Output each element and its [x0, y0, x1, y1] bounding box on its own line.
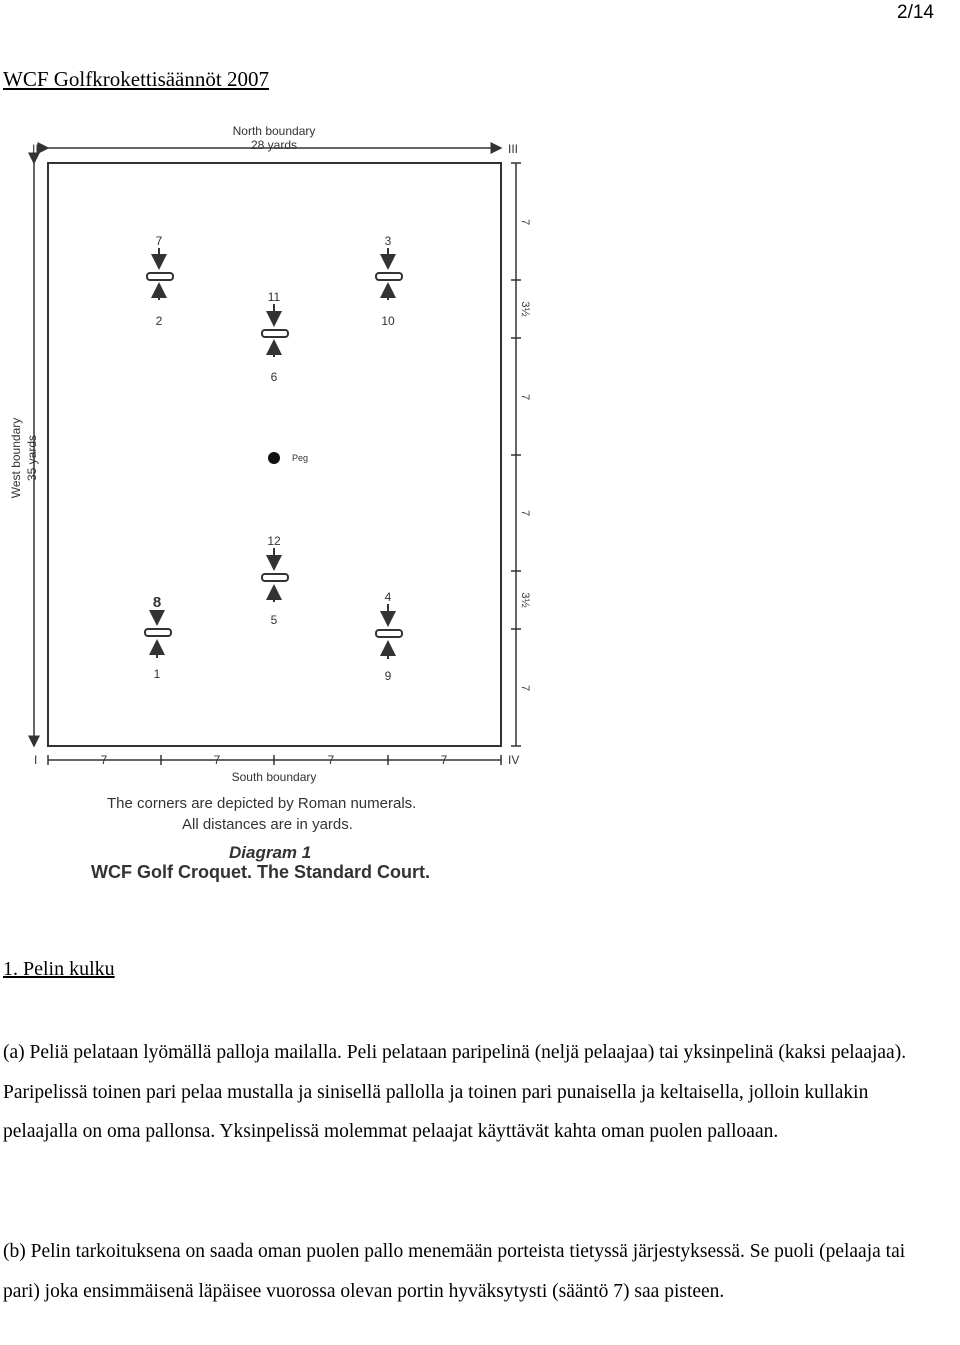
paragraph-a: (a) Peliä pelataan lyömällä palloja mailalla. Peli pelataan paripelinä (neljä pelaajaa) tai yksinpelinä (kaksi pelaajaa). Paripelissä toinen pari pelaa mustalla ja sinisellä pallolla ja toinen pari punaisella ja keltaisella, jolloin kullakin pelaajalla on oma pallonsa. Yksinpelissä molemmat pelaajat käyttävät kahta oman puolen palloaan.	[3, 1042, 907, 1142]
diagram-note-line-2: All distances are in yards.	[182, 816, 353, 833]
corner-II-label: II	[32, 142, 39, 156]
hoop-bottom-left	[145, 594, 171, 681]
peg	[268, 452, 308, 464]
svg-text:7: 7	[155, 234, 163, 248]
south-boundary-label: South boundary	[231, 770, 317, 784]
south-segment-3: 7	[327, 753, 335, 767]
document-title: WCF Golfkrokettisäännöt 2007	[3, 67, 269, 91]
hoop-center-bottom	[262, 534, 288, 627]
west-boundary-label: West boundary	[9, 417, 23, 499]
svg-text:5: 5	[270, 613, 278, 627]
hoop-center-top	[262, 290, 288, 384]
svg-text:10: 10	[381, 314, 395, 328]
svg-text:11: 11	[267, 290, 281, 304]
diagram-note-line-1: The corners are depicted by Roman numerals.	[107, 795, 417, 812]
svg-text:1: 1	[153, 667, 161, 681]
north-length-label: 28 yards	[250, 138, 298, 152]
corner-III-label: III	[508, 142, 519, 156]
hoop-bottom-right	[376, 590, 402, 683]
south-segment-2: 7	[213, 753, 221, 767]
south-segment-1: 7	[100, 753, 108, 767]
page-number: 2/14	[897, 2, 934, 23]
hoop-top-right	[376, 234, 402, 328]
diagram-caption-line-2: WCF Golf Croquet. The Standard Court.	[91, 862, 430, 882]
east-segment-4: 7	[519, 509, 531, 517]
svg-text:9: 9	[384, 669, 392, 683]
court-diagram	[2, 108, 960, 905]
diagram-caption-line-1: Diagram 1	[229, 843, 312, 862]
east-segment-2: 3½	[519, 301, 531, 317]
hoop-top-left	[147, 234, 173, 328]
south-segment-4: 7	[440, 753, 448, 767]
svg-text:4: 4	[384, 590, 392, 604]
east-segment-3: 7	[519, 393, 531, 401]
svg-text:Peg: Peg	[292, 453, 309, 463]
svg-text:8: 8	[152, 594, 162, 611]
east-segment-5: 3½	[519, 592, 531, 608]
svg-text:3: 3	[384, 234, 392, 248]
west-length-label: 35 yards	[25, 434, 39, 482]
east-segment-1: 7	[519, 218, 531, 226]
paragraph-b: (b) Pelin tarkoituksena on saada oman puolen pallo menemään porteista tietyssä järjestyksessä. Se puoli (pelaaja tai pari) joka ensimmäisenä läpäisee vuorossa olevan portin hyväksytysti (sääntö 7) saa pisteen.	[3, 1241, 906, 1302]
north-boundary-label: North boundary	[232, 124, 316, 138]
svg-text:12: 12	[267, 534, 281, 548]
svg-text:6: 6	[270, 370, 278, 384]
svg-text:2: 2	[155, 314, 163, 328]
corner-IV-label: IV	[508, 753, 520, 767]
section-heading: 1. Pelin kulku	[3, 958, 115, 980]
corner-I-label: I	[34, 753, 38, 767]
east-segment-6: 7	[519, 684, 531, 692]
